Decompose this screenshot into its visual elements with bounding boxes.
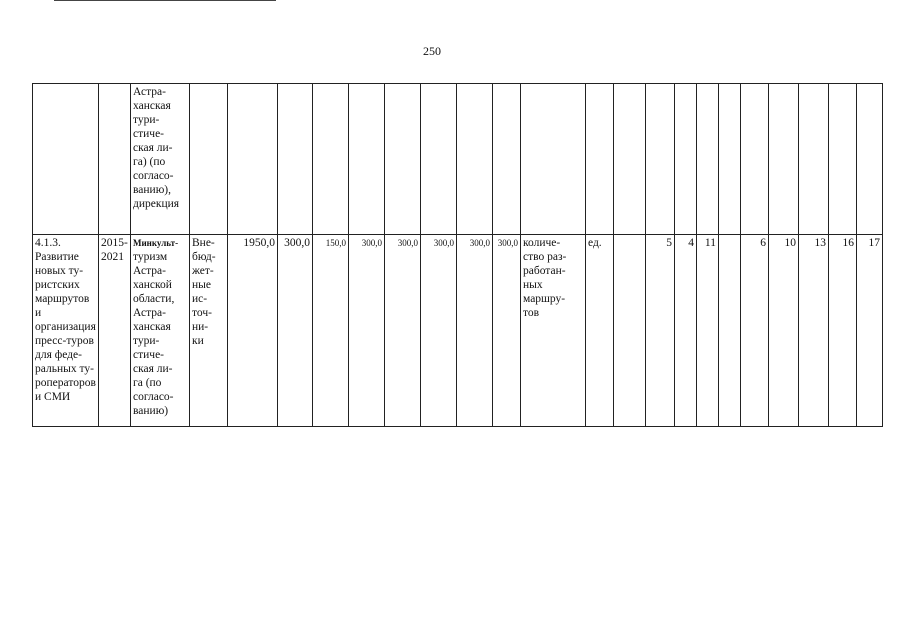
cell-value: 6 xyxy=(741,235,769,427)
cell-y2018: 300,0 xyxy=(385,235,421,427)
cell-executor xyxy=(131,235,190,427)
cell-item: 4.1.3. Развитие новых ту-ристских маршрутов и организация пресс-туров для феде-ральных ту-роператоров и СМИ xyxy=(33,235,99,427)
cell-value: 13 xyxy=(799,235,829,427)
cell-years: 2015-2021 xyxy=(99,235,131,427)
table-row-continued xyxy=(33,84,883,235)
cell-unit xyxy=(586,84,614,235)
cell-value xyxy=(741,84,769,235)
cell-y2017: 300,0 xyxy=(349,235,385,427)
cell-value xyxy=(697,84,719,235)
cell-value xyxy=(857,84,883,235)
cell-empty xyxy=(719,235,741,427)
cell-total: 1950,0 xyxy=(228,235,278,427)
cell-y2018 xyxy=(385,84,421,235)
cell-value: 16 xyxy=(829,235,857,427)
cell-source: Вне- бюд- жет- ные ис- точ- ни- ки xyxy=(190,235,228,427)
cell-y2017 xyxy=(349,84,385,235)
cell-value: 11 xyxy=(697,235,719,427)
cell-executor: Астра- ханская тури- стиче- ская ли- га) (по согласо- ванию), дирекция xyxy=(131,84,190,235)
cell-unit: ед. xyxy=(586,235,614,427)
cell-y2019 xyxy=(421,84,457,235)
cell-empty xyxy=(614,84,646,235)
cell-value xyxy=(769,84,799,235)
cell-y2016: 150,0 xyxy=(313,235,349,427)
cell-y2015: 300,0 xyxy=(278,235,313,427)
cell-empty xyxy=(614,235,646,427)
cell-indicator xyxy=(521,84,586,235)
cell-y2021 xyxy=(493,84,521,235)
cell-value: 10 xyxy=(769,235,799,427)
cell-y2019: 300,0 xyxy=(421,235,457,427)
table-row-main xyxy=(33,235,883,427)
cell-y2015 xyxy=(278,84,313,235)
cell-value: 17 xyxy=(857,235,883,427)
cell-indicator: количе- ство раз- работан- ных маршру- тов xyxy=(521,235,586,427)
cell-item xyxy=(33,84,99,235)
cell-value xyxy=(799,84,829,235)
cell-years xyxy=(99,84,131,235)
cell-value xyxy=(829,84,857,235)
cell-value: 4 xyxy=(675,235,697,427)
cell-value: 5 xyxy=(646,235,675,427)
cell-source xyxy=(190,84,228,235)
program-table xyxy=(32,83,883,427)
cell-total xyxy=(228,84,278,235)
top-rule xyxy=(54,0,276,1)
cell-y2020 xyxy=(457,84,493,235)
cell-y2016 xyxy=(313,84,349,235)
cell-y2020: 300,0 xyxy=(457,235,493,427)
page-number: 250 xyxy=(423,44,441,58)
cell-value xyxy=(675,84,697,235)
cell-value xyxy=(719,84,741,235)
executor-head: Минкульт- xyxy=(133,238,179,248)
executor-body: туризм Астра- ханской области, Астра- ханская тури- стиче- ская ли- га (по согласо- ванию) xyxy=(133,251,175,417)
cell-empty xyxy=(646,84,675,235)
cell-y2021: 300,0 xyxy=(493,235,521,427)
